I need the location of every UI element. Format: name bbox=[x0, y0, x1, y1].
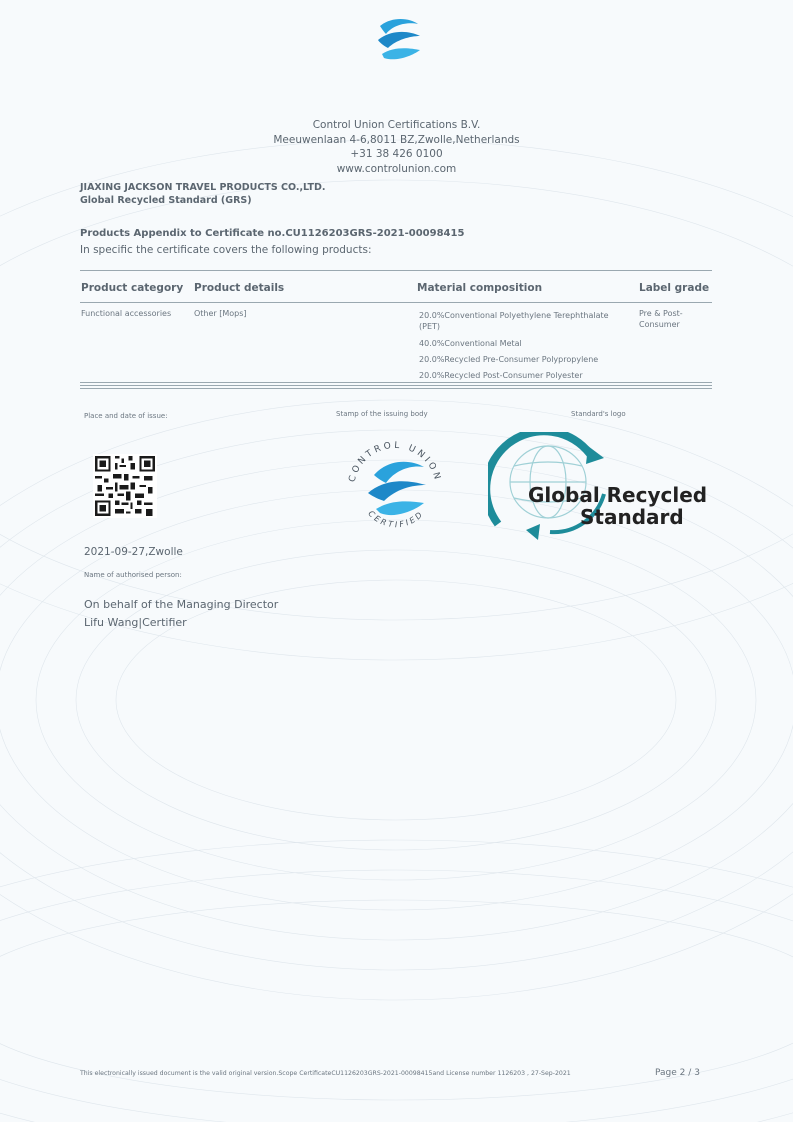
issuer-address: Meeuwenlaan 4-6,8011 BZ,Zwolle,Netherlands bbox=[273, 133, 520, 146]
label-place-date: Place and date of issue: bbox=[84, 412, 168, 420]
stamp-top-text: CONTROL UNION bbox=[347, 440, 443, 484]
signatory-line1: On behalf of the Managing Director bbox=[84, 598, 279, 611]
issuer-name: Control Union Certifications B.V. bbox=[312, 119, 481, 131]
issue-date-place: 2021-09-27,Zwolle bbox=[84, 546, 183, 558]
page-total: 3 bbox=[694, 1068, 700, 1078]
page-label: Page bbox=[655, 1068, 677, 1078]
label-stamp: Stamp of the issuing body bbox=[336, 410, 428, 418]
grs-line1: Global Recycled bbox=[528, 483, 708, 507]
cell-composition-2: 40.0%Conventional Metal bbox=[419, 339, 522, 348]
col-header-grade: Label grade bbox=[639, 282, 710, 294]
appendix-title: Products Appendix to Certificate no.CU1126203GRS-2021-00098415 bbox=[80, 228, 465, 239]
table-bottom-rule-2 bbox=[80, 385, 712, 386]
signatory-line2: Lifu Wang|Certifier bbox=[84, 616, 187, 629]
issuer-phone: +31 38 426 0100 bbox=[350, 148, 443, 160]
label-authorised: Name of authorised person: bbox=[84, 571, 182, 579]
cell-details: Other [Mops] bbox=[194, 309, 247, 318]
global-recycled-standard-logo bbox=[488, 432, 716, 540]
cell-category: Functional accessories bbox=[81, 309, 172, 318]
cell-composition-3: 20.0%Recycled Pre-Consumer Polypropylene bbox=[419, 355, 599, 364]
company-name: JIAXING JACKSON TRAVEL PRODUCTS CO.,LTD. bbox=[80, 182, 326, 193]
control-union-logo-icon bbox=[374, 16, 424, 62]
table-header-rule bbox=[80, 302, 712, 303]
grs-line2: Standard bbox=[580, 505, 684, 529]
issuer-website[interactable]: www.controlunion.com bbox=[336, 162, 457, 175]
table-top-rule bbox=[80, 270, 712, 271]
col-header-category: Product category bbox=[81, 282, 184, 294]
cell-composition-4: 20.0%Recycled Post-Consumer Polyester bbox=[419, 371, 583, 380]
control-union-certified-stamp bbox=[340, 433, 450, 541]
cell-composition-1: 20.0%Conventional Polyethylene Terephthalate (PET) bbox=[419, 311, 609, 331]
globe-icon bbox=[510, 446, 586, 518]
authorised-person bbox=[84, 596, 278, 632]
svg-text:CONTROL UNION bbox=[347, 441, 442, 484]
appendix-subtitle: In specific the certificate covers the following products: bbox=[80, 244, 372, 256]
footer-validity-note: This electronically issued document is the valid original version.Scope CertificateCU1126203GRS-2021-00098415and License number 1126203 , 27-Sep-2021 bbox=[80, 1070, 571, 1077]
table-bottom-rule bbox=[80, 382, 712, 383]
cell-grade: Pre & Post-Consumer bbox=[639, 309, 683, 329]
page-separator: / bbox=[688, 1068, 692, 1078]
company-standard: Global Recycled Standard (GRS) bbox=[80, 195, 252, 206]
stamp-wave-icon bbox=[368, 462, 426, 515]
col-header-details: Product details bbox=[194, 282, 285, 294]
stamp-bottom-text: CERTIFIED bbox=[366, 508, 426, 530]
issuer-block bbox=[0, 118, 793, 176]
company-block bbox=[80, 181, 326, 207]
table-bottom-rule-3 bbox=[80, 388, 712, 389]
page-indicator bbox=[655, 1068, 700, 1078]
col-header-composition: Material composition bbox=[417, 282, 543, 294]
page-current: 2 bbox=[679, 1068, 686, 1078]
label-standard-logo: Standard's logo bbox=[571, 410, 626, 418]
qr-code[interactable] bbox=[93, 454, 157, 518]
